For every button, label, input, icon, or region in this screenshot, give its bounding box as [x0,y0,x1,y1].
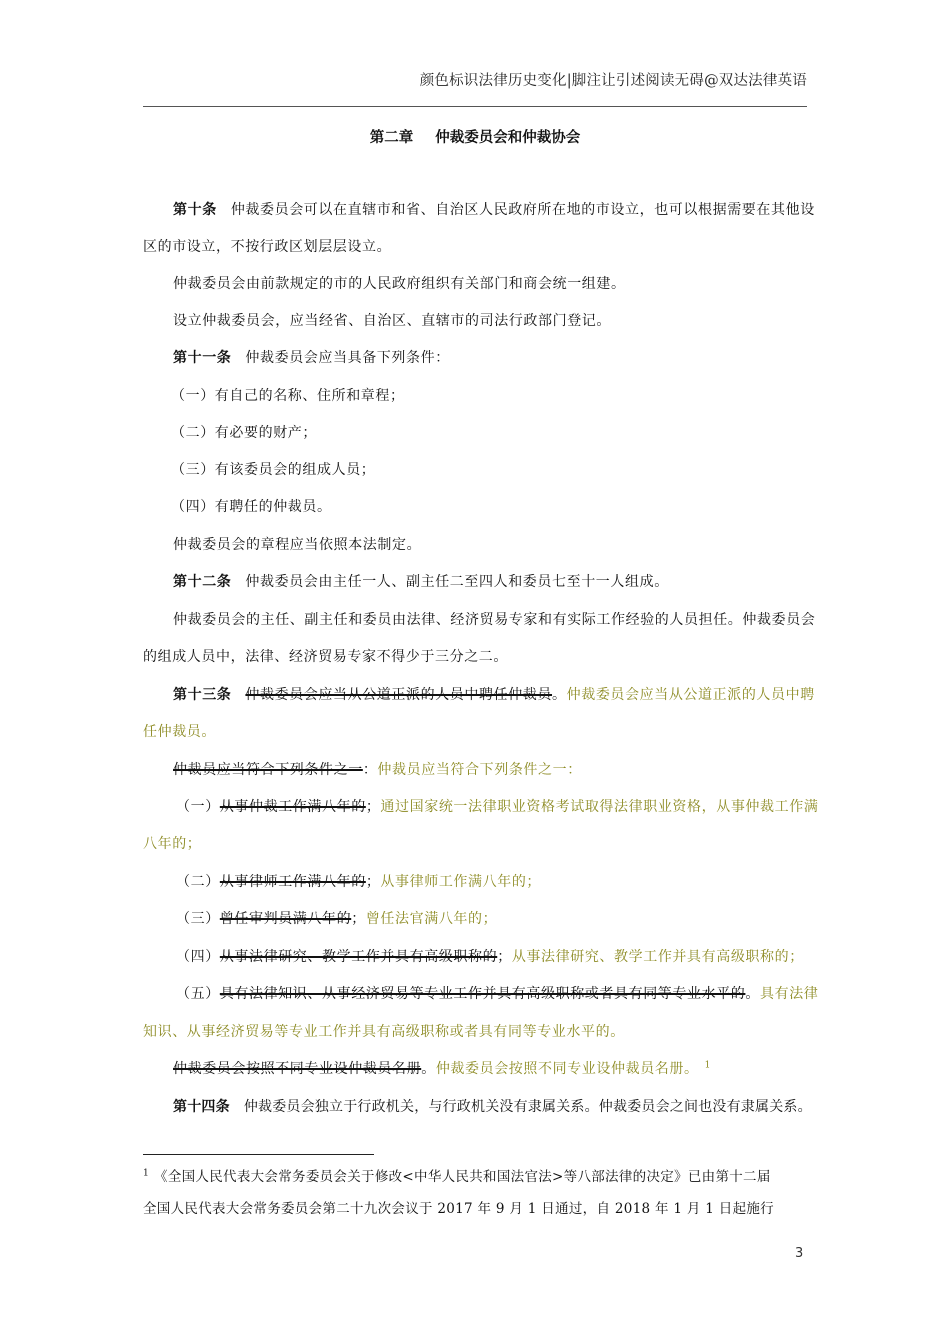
amended-text-cont: 任仲裁员。 [143,724,216,740]
amended-text: 通过国家统一法律职业资格考试取得法律职业资格，从事仲裁工作满 [380,799,819,815]
footnote-reference[interactable]: 1 [704,1060,711,1071]
article-13-item-1: （一）从事仲裁工作满八年的；通过国家统一法律职业资格考试取得法律职业资格，从事仲裁工作满 [176,799,819,815]
footnote-mark: 1 [143,1168,150,1179]
chapter-heading [143,126,807,147]
article-13-item-5: （五）具有法律知识、从事经济贸易等专业工作并具有高级职称或者具有同等专业水平的。具有法律 [176,986,819,1002]
deleted-text: 从事法律研究、教学工作并具有高级职称的 [219,949,498,965]
article-10-paragraph-1-cont: 区的市设立，不按行政区划层层设立。 [143,239,392,255]
article-11-item: （一）有自己的名称、住所和章程； [171,388,405,404]
chapter-title: 仲裁委员会和仲裁协会 [435,129,581,146]
article-12-paragraph-2: 仲裁委员会的主任、副主任和委员由法律、经济贸易专家和有实际工作经验的人员担任。仲裁委员会 [173,612,816,628]
footnote: $^1$ 《全国人民代表大会常务委员会关于修改<中华人民共和国法官法>等八部法律的决定》已由第十二届 [143,1168,771,1185]
article-13-paragraph-2: 仲裁员应当符合下列条件之一：仲裁员应当符合下列条件之一： [173,762,582,778]
article-10-paragraph-1: 第十条 仲裁委员会可以在直辖市和省、自治区人民政府所在地的市设立，也可以根据需要在其他设 [173,202,815,218]
article-13-item-4: （四）从事法律研究、教学工作并具有高级职称的；从事法律研究、教学工作并具有高级职称的； [176,949,804,965]
footnote-cont: 全国人民代表大会常务委员会第二十九次会议于 2017 年 9 月 1 日通过，自 2018 年 1 月 1 日起施行 [143,1201,774,1217]
deleted-text: 曾任审判员满八年的 [219,911,352,927]
deleted-text: 从事律师工作满八年的 [219,874,366,890]
article-13-item-3: （三）曾任审判员满八年的；曾任法官满八年的； [176,911,498,927]
article-11-intro: 第十一条 仲裁委员会应当具备下列条件： [173,350,450,366]
amended-text-cont: 知识、从事经济贸易等专业工作并具有高级职称或者具有同等专业水平的。 [143,1024,625,1040]
article-13-item-2: （二）从事律师工作满八年的；从事律师工作满八年的； [176,874,542,890]
amended-text: 具有法律 [760,986,819,1002]
article-13-paragraph-1: 第十三条 仲裁委员会应当从公道正派的人员中聘任仲裁员。仲裁委员会应当从公道正派的人员中聘 [173,687,815,703]
deleted-text: 仲裁员应当符合下列条件之一 [173,762,363,778]
article-11-item: （二）有必要的财产； [171,425,317,441]
article-label: 第十二条 [173,574,232,590]
amended-text: 仲裁员应当符合下列条件之一： [377,762,582,778]
amended-text: 从事法律研究、教学工作并具有高级职称的； [511,949,804,965]
amended-text-cont: 八年的； [143,836,202,852]
article-12-paragraph-2-cont: 的组成人员中，法律、经济贸易专家不得少于三分之二。 [143,649,508,665]
article-11-item: （四）有聘任的仲裁员。 [171,499,332,515]
chapter-number: 第二章 [369,129,414,146]
deleted-text: 仲裁委员会按照不同专业设仲裁员名册 [173,1061,422,1077]
article-label: 第十条 [173,202,217,218]
amended-text: 从事律师工作满八年的； [380,874,542,890]
footnote-divider [143,1154,374,1155]
article-12-paragraph-1: 第十二条 仲裁委员会由主任一人、副主任二至四人和委员七至十一人组成。 [173,574,669,590]
article-label: 第十三条 [173,687,232,703]
page-number: 3 [795,1246,804,1261]
article-11-item: （三）有该委员会的组成人员； [171,462,376,478]
article-13-paragraph-3: 仲裁委员会按照不同专业设仲裁员名册。仲裁委员会按照不同专业设仲裁员名册。 $^1$ [173,1060,711,1077]
article-14: 第十四条 仲裁委员会独立于行政机关，与行政机关没有隶属关系。仲裁委员会之间也没有隶属关系。 [173,1099,812,1115]
amended-text: 曾任法官满八年的； [365,911,498,927]
article-label: 第十一条 [173,350,232,366]
deleted-text: 具有法律知识、从事经济贸易等专业工作并具有高级职称或者具有同等专业水平的 [219,986,746,1002]
amended-text: 仲裁委员会按照不同专业设仲裁员名册。 [435,1061,699,1077]
running-header: 颜色标识法律历史变化|脚注让引述阅读无碍@双达法律英语 [419,73,807,89]
article-11-closing: 仲裁委员会的章程应当依照本法制定。 [173,537,422,553]
deleted-text: 仲裁委员会应当从公道正派的人员中聘任仲裁员 [245,687,553,703]
article-10-paragraph-3: 设立仲裁委员会，应当经省、自治区、直辖市的司法行政部门登记。 [173,313,611,329]
header-divider [143,106,807,107]
article-label: 第十四条 [173,1099,230,1115]
deleted-text: 从事仲裁工作满八年的 [219,799,366,815]
article-10-paragraph-2: 仲裁委员会由前款规定的市的人民政府组织有关部门和商会统一组建。 [173,276,626,292]
amended-text: 仲裁委员会应当从公道正派的人员中聘 [566,687,815,703]
